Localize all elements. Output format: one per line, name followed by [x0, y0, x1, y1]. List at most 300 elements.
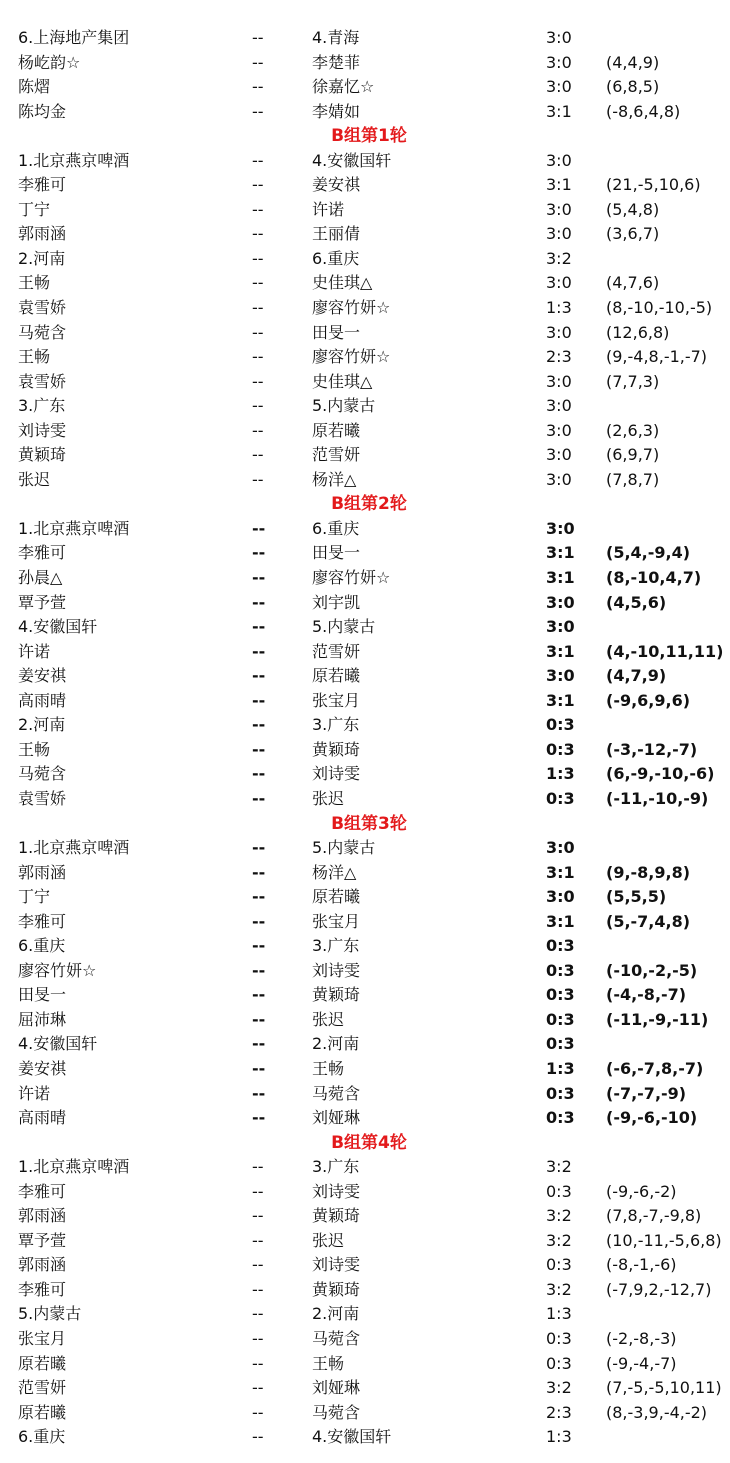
home-team-or-player: 5.内蒙古 — [18, 1304, 82, 1324]
home-team-or-player: 6.重庆 — [18, 936, 66, 956]
away-team-or-player: 马菀含 — [312, 1328, 361, 1348]
away-team-or-player: 张迟 — [312, 1009, 345, 1029]
separator: -- — [252, 1181, 264, 1201]
home-team-or-player: 原若曦 — [18, 1402, 67, 1422]
home-team-or-player: 杨屹韵☆ — [18, 52, 81, 72]
home-team-or-player: 张宝月 — [18, 1328, 67, 1348]
game-scores: (10,-11,-5,6,8) — [606, 1230, 722, 1250]
away-team-or-player: 王畅 — [312, 1058, 345, 1078]
away-team-or-player: 廖容竹妍☆ — [312, 298, 391, 318]
away-team-or-player: 王丽倩 — [312, 224, 361, 244]
away-team-or-player: 4.青海 — [312, 28, 360, 47]
home-team-or-player: 丁宁 — [18, 887, 51, 907]
separator: -- — [252, 788, 266, 808]
home-team-or-player: 高雨晴 — [18, 690, 67, 710]
result-row — [0, 541, 730, 566]
separator: -- — [252, 936, 266, 956]
result-row — [0, 198, 730, 223]
separator: -- — [252, 420, 264, 440]
match-score: 2:3 — [546, 347, 572, 367]
away-team-or-player: 范雪妍 — [312, 445, 361, 465]
home-team-or-player: 黄颖琦 — [18, 445, 67, 465]
home-team-or-player: 4.安徽国轩 — [18, 617, 98, 637]
result-row — [0, 910, 730, 935]
result-row — [0, 173, 730, 198]
match-score: 3:1 — [546, 175, 572, 195]
result-row — [0, 836, 730, 861]
result-row — [0, 1278, 730, 1303]
result-row — [0, 885, 730, 910]
result-row — [0, 271, 730, 296]
match-score: 1:3 — [546, 764, 575, 784]
result-row — [0, 1327, 730, 1352]
match-score: 3:2 — [546, 1279, 572, 1299]
away-team-or-player: 杨洋△ — [312, 862, 357, 882]
game-scores: (4,5,6) — [606, 592, 667, 612]
separator: -- — [252, 911, 266, 931]
away-team-or-player: 原若曦 — [312, 887, 361, 907]
game-scores: (12,6,8) — [606, 322, 670, 342]
away-team-or-player: 李婧如 — [312, 101, 361, 121]
away-team-or-player: 许诺 — [312, 199, 345, 219]
game-scores: (-11,-9,-11) — [606, 1009, 709, 1029]
home-team-or-player: 丁宁 — [18, 199, 51, 219]
match-score: 3:0 — [546, 150, 572, 170]
match-score: 3:2 — [546, 1230, 572, 1250]
home-team-or-player: 马菀含 — [18, 322, 67, 342]
away-team-or-player: 田旻一 — [312, 543, 361, 563]
result-row — [0, 394, 730, 419]
match-score: 0:3 — [546, 1181, 572, 1201]
away-team-or-player: 刘诗雯 — [312, 1255, 361, 1275]
separator: -- — [252, 469, 264, 489]
match-score: 3:0 — [546, 666, 575, 686]
game-scores: (-9,-6,-2) — [606, 1181, 677, 1201]
separator: -- — [252, 1353, 264, 1373]
separator: -- — [252, 838, 266, 858]
match-score: 0:3 — [546, 1034, 575, 1054]
result-row — [0, 370, 730, 395]
home-team-or-player: 6.上海地产集团 — [18, 28, 130, 47]
game-scores: (6,8,5) — [606, 77, 660, 97]
game-scores: (4,4,9) — [606, 52, 660, 72]
game-scores: (-3,-12,-7) — [606, 739, 698, 759]
away-team-or-player: 4.安徽国轩 — [312, 1427, 392, 1447]
away-team-or-player: 田旻一 — [312, 322, 361, 342]
game-scores: (-2,-8,-3) — [606, 1328, 677, 1348]
separator: -- — [252, 862, 266, 882]
home-team-or-player: 4.安徽国轩 — [18, 1034, 98, 1054]
separator: -- — [252, 445, 264, 465]
result-row — [0, 296, 730, 321]
home-team-or-player: 2.河南 — [18, 248, 66, 268]
home-team-or-player: 袁雪娇 — [18, 371, 67, 391]
match-score: 0:3 — [546, 1009, 575, 1029]
game-scores: (5,5,5) — [606, 887, 667, 907]
result-row — [0, 713, 730, 738]
separator: -- — [252, 1009, 266, 1029]
away-team-or-player: 原若曦 — [312, 420, 361, 440]
home-team-or-player: 王畅 — [18, 273, 51, 293]
result-row — [0, 443, 730, 468]
match-score: 1:3 — [546, 1304, 572, 1324]
away-team-or-player: 4.安徽国轩 — [312, 150, 392, 170]
separator: -- — [252, 77, 264, 97]
game-scores: (8,-10,4,7) — [606, 568, 702, 588]
result-row — [0, 983, 730, 1008]
game-scores: (-8,-1,-6) — [606, 1255, 677, 1275]
result-row — [0, 664, 730, 689]
match-score: 3:0 — [546, 592, 575, 612]
result-row — [0, 51, 730, 76]
game-scores: (8,-10,-10,-5) — [606, 298, 713, 318]
home-team-or-player: 李雅可 — [18, 175, 67, 195]
game-scores: (5,4,8) — [606, 199, 660, 219]
separator: -- — [252, 248, 264, 268]
match-score: 0:3 — [546, 1108, 575, 1128]
game-scores: (3,6,7) — [606, 224, 660, 244]
game-scores: (-9,6,9,6) — [606, 690, 691, 710]
game-scores: (-7,9,2,-12,7) — [606, 1279, 712, 1299]
result-row — [0, 321, 730, 346]
result-row — [0, 762, 730, 787]
match-score: 3:1 — [546, 862, 575, 882]
separator: -- — [252, 396, 264, 416]
game-scores: (-9,-6,-10) — [606, 1108, 698, 1128]
result-row — [0, 689, 730, 714]
away-team-or-player: 李楚菲 — [312, 52, 361, 72]
result-row — [0, 1106, 730, 1131]
result-row — [0, 1008, 730, 1033]
away-team-or-player: 刘娅琳 — [312, 1378, 361, 1398]
home-team-or-player: 高雨晴 — [18, 1108, 67, 1128]
result-row — [0, 787, 730, 812]
game-scores: (21,-5,10,6) — [606, 175, 701, 195]
match-score: 3:0 — [546, 518, 575, 538]
match-score: 3:0 — [546, 77, 572, 97]
away-team-or-player: 2.河南 — [312, 1034, 360, 1054]
result-row — [0, 934, 730, 959]
home-team-or-player: 覃予萱 — [18, 1230, 67, 1250]
match-score: 1:3 — [546, 1427, 572, 1447]
away-team-or-player: 3.广东 — [312, 715, 360, 735]
separator: -- — [252, 568, 266, 588]
match-score: 3:0 — [546, 52, 572, 72]
match-score: 3:1 — [546, 543, 575, 563]
away-team-or-player: 5.内蒙古 — [312, 838, 376, 858]
match-score: 3:0 — [546, 273, 572, 293]
match-score: 0:3 — [546, 1353, 572, 1373]
away-team-or-player: 史佳琪△ — [312, 273, 373, 293]
match-score: 0:3 — [546, 1328, 572, 1348]
round-heading: B组第4轮 — [331, 1132, 407, 1153]
away-team-or-player: 黄颖琦 — [312, 1206, 361, 1226]
separator: -- — [252, 1427, 264, 1447]
away-team-or-player: 2.河南 — [312, 1304, 360, 1324]
home-team-or-player: 李雅可 — [18, 1279, 67, 1299]
match-score: 3:2 — [546, 248, 572, 268]
match-score: 2:3 — [546, 1402, 572, 1422]
separator: -- — [252, 1058, 266, 1078]
result-row — [0, 1155, 730, 1180]
match-score: 3:0 — [546, 420, 572, 440]
home-team-or-player: 许诺 — [18, 1083, 51, 1103]
home-team-or-player: 姜安祺 — [18, 666, 67, 686]
match-score: 3:0 — [546, 838, 575, 858]
separator: -- — [252, 371, 264, 391]
home-team-or-player: 李雅可 — [18, 911, 67, 931]
away-team-or-player: 5.内蒙古 — [312, 396, 376, 416]
away-team-or-player: 3.广东 — [312, 1157, 360, 1177]
game-scores: (8,-3,9,-4,-2) — [606, 1402, 708, 1422]
separator: -- — [252, 28, 264, 47]
away-team-or-player: 刘诗雯 — [312, 764, 361, 784]
result-row — [0, 149, 730, 174]
home-team-or-player: 1.北京燕京啤酒 — [18, 150, 130, 170]
away-team-or-player: 马菀含 — [312, 1083, 361, 1103]
away-team-or-player: 张宝月 — [312, 911, 361, 931]
home-team-or-player: 屈沛琳 — [18, 1009, 67, 1029]
result-row — [0, 222, 730, 247]
separator: -- — [252, 764, 266, 784]
home-team-or-player: 李雅可 — [18, 1181, 67, 1201]
game-scores: (7,-5,-5,10,11) — [606, 1378, 722, 1398]
separator: -- — [252, 101, 264, 121]
game-scores: (7,8,-7,-9,8) — [606, 1206, 702, 1226]
separator: -- — [252, 1034, 266, 1054]
match-score: 3:0 — [546, 617, 575, 637]
match-score: 3:2 — [546, 1378, 572, 1398]
match-score: 3:1 — [546, 641, 575, 661]
result-row — [0, 861, 730, 886]
result-row — [0, 1204, 730, 1229]
separator: -- — [252, 150, 264, 170]
separator: -- — [252, 985, 266, 1005]
result-row — [0, 419, 730, 444]
separator: -- — [252, 1402, 264, 1422]
away-team-or-player: 张迟 — [312, 1230, 345, 1250]
game-scores: (2,6,3) — [606, 420, 660, 440]
separator: -- — [252, 224, 264, 244]
separator: -- — [252, 617, 266, 637]
separator: -- — [252, 592, 266, 612]
result-row — [0, 591, 730, 616]
home-team-or-player: 袁雪娇 — [18, 298, 67, 318]
separator: -- — [252, 1279, 264, 1299]
away-team-or-player: 姜安祺 — [312, 175, 361, 195]
result-row — [0, 1352, 730, 1377]
result-row — [0, 1425, 730, 1450]
home-team-or-player: 姜安祺 — [18, 1058, 67, 1078]
result-row — [0, 1401, 730, 1426]
home-team-or-player: 孙晨△ — [18, 568, 63, 588]
round-heading: B组第1轮 — [331, 126, 407, 147]
match-score: 3:0 — [546, 396, 572, 416]
home-team-or-player: 覃予萱 — [18, 592, 67, 612]
home-team-or-player: 郭雨涵 — [18, 224, 67, 244]
away-team-or-player: 黄颖琦 — [312, 1279, 361, 1299]
separator: -- — [252, 273, 264, 293]
home-team-or-player: 陈熠 — [18, 77, 51, 97]
separator: -- — [252, 1206, 264, 1226]
game-scores: (4,-10,11,11) — [606, 641, 724, 661]
game-scores: (-6,-7,8,-7) — [606, 1058, 704, 1078]
game-scores: (4,7,9) — [606, 666, 667, 686]
game-scores: (5,4,-9,4) — [606, 543, 691, 563]
match-score: 3:0 — [546, 887, 575, 907]
away-team-or-player: 刘宇凯 — [312, 592, 361, 612]
home-team-or-player: 1.北京燕京啤酒 — [18, 518, 130, 538]
home-team-or-player: 王畅 — [18, 739, 51, 759]
separator: -- — [252, 52, 264, 72]
away-team-or-player: 王畅 — [312, 1353, 345, 1373]
result-row — [0, 615, 730, 640]
away-team-or-player: 6.重庆 — [312, 518, 360, 538]
separator: -- — [252, 322, 264, 342]
away-team-or-player: 廖容竹妍☆ — [312, 568, 391, 588]
home-team-or-player: 许诺 — [18, 641, 51, 661]
match-score: 3:0 — [546, 445, 572, 465]
away-team-or-player: 廖容竹妍☆ — [312, 347, 391, 367]
separator: -- — [252, 666, 266, 686]
home-team-or-player: 郭雨涵 — [18, 1206, 67, 1226]
match-score: 3:0 — [546, 224, 572, 244]
round-heading: B组第3轮 — [331, 813, 407, 834]
match-score: 0:3 — [546, 788, 575, 808]
home-team-or-player: 1.北京燕京啤酒 — [18, 1157, 130, 1177]
home-team-or-player: 王畅 — [18, 347, 51, 367]
home-team-or-player: 陈均金 — [18, 101, 67, 121]
away-team-or-player: 刘诗雯 — [312, 1181, 361, 1201]
result-row — [0, 640, 730, 665]
match-score: 3:1 — [546, 568, 575, 588]
game-scores: (-10,-2,-5) — [606, 960, 698, 980]
match-score: 1:3 — [546, 1058, 575, 1078]
result-row — [0, 1302, 730, 1327]
result-row — [0, 1229, 730, 1254]
separator: -- — [252, 518, 266, 538]
result-row — [0, 1057, 730, 1082]
game-scores: (-8,6,4,8) — [606, 101, 681, 121]
separator: -- — [252, 960, 266, 980]
home-team-or-player: 郭雨涵 — [18, 1255, 67, 1275]
match-score: 0:3 — [546, 739, 575, 759]
match-score: 1:3 — [546, 298, 572, 318]
away-team-or-player: 刘娅琳 — [312, 1108, 361, 1128]
away-team-or-player: 马菀含 — [312, 1402, 361, 1422]
game-scores: (9,-8,9,8) — [606, 862, 691, 882]
separator: -- — [252, 199, 264, 219]
home-team-or-player: 3.广东 — [18, 396, 66, 416]
away-team-or-player: 黄颖琦 — [312, 985, 361, 1005]
home-team-or-player: 李雅可 — [18, 543, 67, 563]
match-score: 3:2 — [546, 1157, 572, 1177]
game-scores: (7,8,7) — [606, 469, 660, 489]
home-team-or-player: 范雪妍 — [18, 1378, 67, 1398]
separator: -- — [252, 1230, 264, 1250]
match-score: 0:3 — [546, 1255, 572, 1275]
result-row — [0, 959, 730, 984]
separator: -- — [252, 175, 264, 195]
away-team-or-player: 3.广东 — [312, 936, 360, 956]
match-score: 0:3 — [546, 960, 575, 980]
separator: -- — [252, 298, 264, 318]
away-team-or-player: 张迟 — [312, 788, 345, 808]
home-team-or-player: 郭雨涵 — [18, 862, 67, 882]
away-team-or-player: 刘诗雯 — [312, 960, 361, 980]
separator: -- — [252, 887, 266, 907]
away-team-or-player: 徐嘉忆☆ — [312, 77, 375, 97]
away-team-or-player: 6.重庆 — [312, 248, 360, 268]
result-row — [0, 468, 730, 493]
result-row — [0, 1082, 730, 1107]
away-team-or-player: 原若曦 — [312, 666, 361, 686]
away-team-or-player: 黄颖琦 — [312, 739, 361, 759]
match-score: 3:1 — [546, 101, 572, 121]
separator: -- — [252, 543, 266, 563]
game-scores: (9,-4,8,-1,-7) — [606, 347, 708, 367]
home-team-or-player: 田旻一 — [18, 985, 67, 1005]
match-score: 0:3 — [546, 936, 575, 956]
result-row — [0, 247, 730, 272]
result-row — [0, 517, 730, 542]
match-score: 3:1 — [546, 911, 575, 931]
away-team-or-player: 杨洋△ — [312, 469, 357, 489]
match-score: 3:0 — [546, 322, 572, 342]
separator: -- — [252, 641, 266, 661]
separator: -- — [252, 1255, 264, 1275]
game-scores: (-7,-7,-9) — [606, 1083, 687, 1103]
home-team-or-player: 袁雪娇 — [18, 788, 67, 808]
result-row — [0, 75, 730, 100]
match-score: 3:1 — [546, 690, 575, 710]
result-row — [0, 1376, 730, 1401]
result-row — [0, 100, 730, 125]
away-team-or-player: 史佳琪△ — [312, 371, 373, 391]
match-score: 3:0 — [546, 469, 572, 489]
separator: -- — [252, 1328, 264, 1348]
game-scores: (7,7,3) — [606, 371, 660, 391]
home-team-or-player: 刘诗雯 — [18, 420, 67, 440]
separator: -- — [252, 1083, 266, 1103]
home-team-or-player: 张迟 — [18, 469, 51, 489]
result-row — [0, 738, 730, 763]
separator: -- — [252, 715, 266, 735]
separator: -- — [252, 1108, 266, 1128]
separator: -- — [252, 690, 266, 710]
game-scores: (4,7,6) — [606, 273, 660, 293]
results-sheet — [0, 26, 730, 1450]
game-scores: (6,-9,-10,-6) — [606, 764, 715, 784]
result-row — [0, 1253, 730, 1278]
separator: -- — [252, 347, 264, 367]
result-row — [0, 1032, 730, 1057]
home-team-or-player: 廖容竹妍☆ — [18, 960, 97, 980]
game-scores: (-9,-4,-7) — [606, 1353, 677, 1373]
match-score: 3:0 — [546, 28, 572, 47]
match-score: 0:3 — [546, 1083, 575, 1103]
match-score: 3:0 — [546, 199, 572, 219]
away-team-or-player: 范雪妍 — [312, 641, 361, 661]
match-score: 0:3 — [546, 985, 575, 1005]
home-team-or-player: 原若曦 — [18, 1353, 67, 1373]
game-scores: (-4,-8,-7) — [606, 985, 687, 1005]
home-team-or-player: 2.河南 — [18, 715, 66, 735]
separator: -- — [252, 1304, 264, 1324]
game-scores: (-11,-10,-9) — [606, 788, 709, 808]
match-score: 3:2 — [546, 1206, 572, 1226]
away-team-or-player: 5.内蒙古 — [312, 617, 376, 637]
